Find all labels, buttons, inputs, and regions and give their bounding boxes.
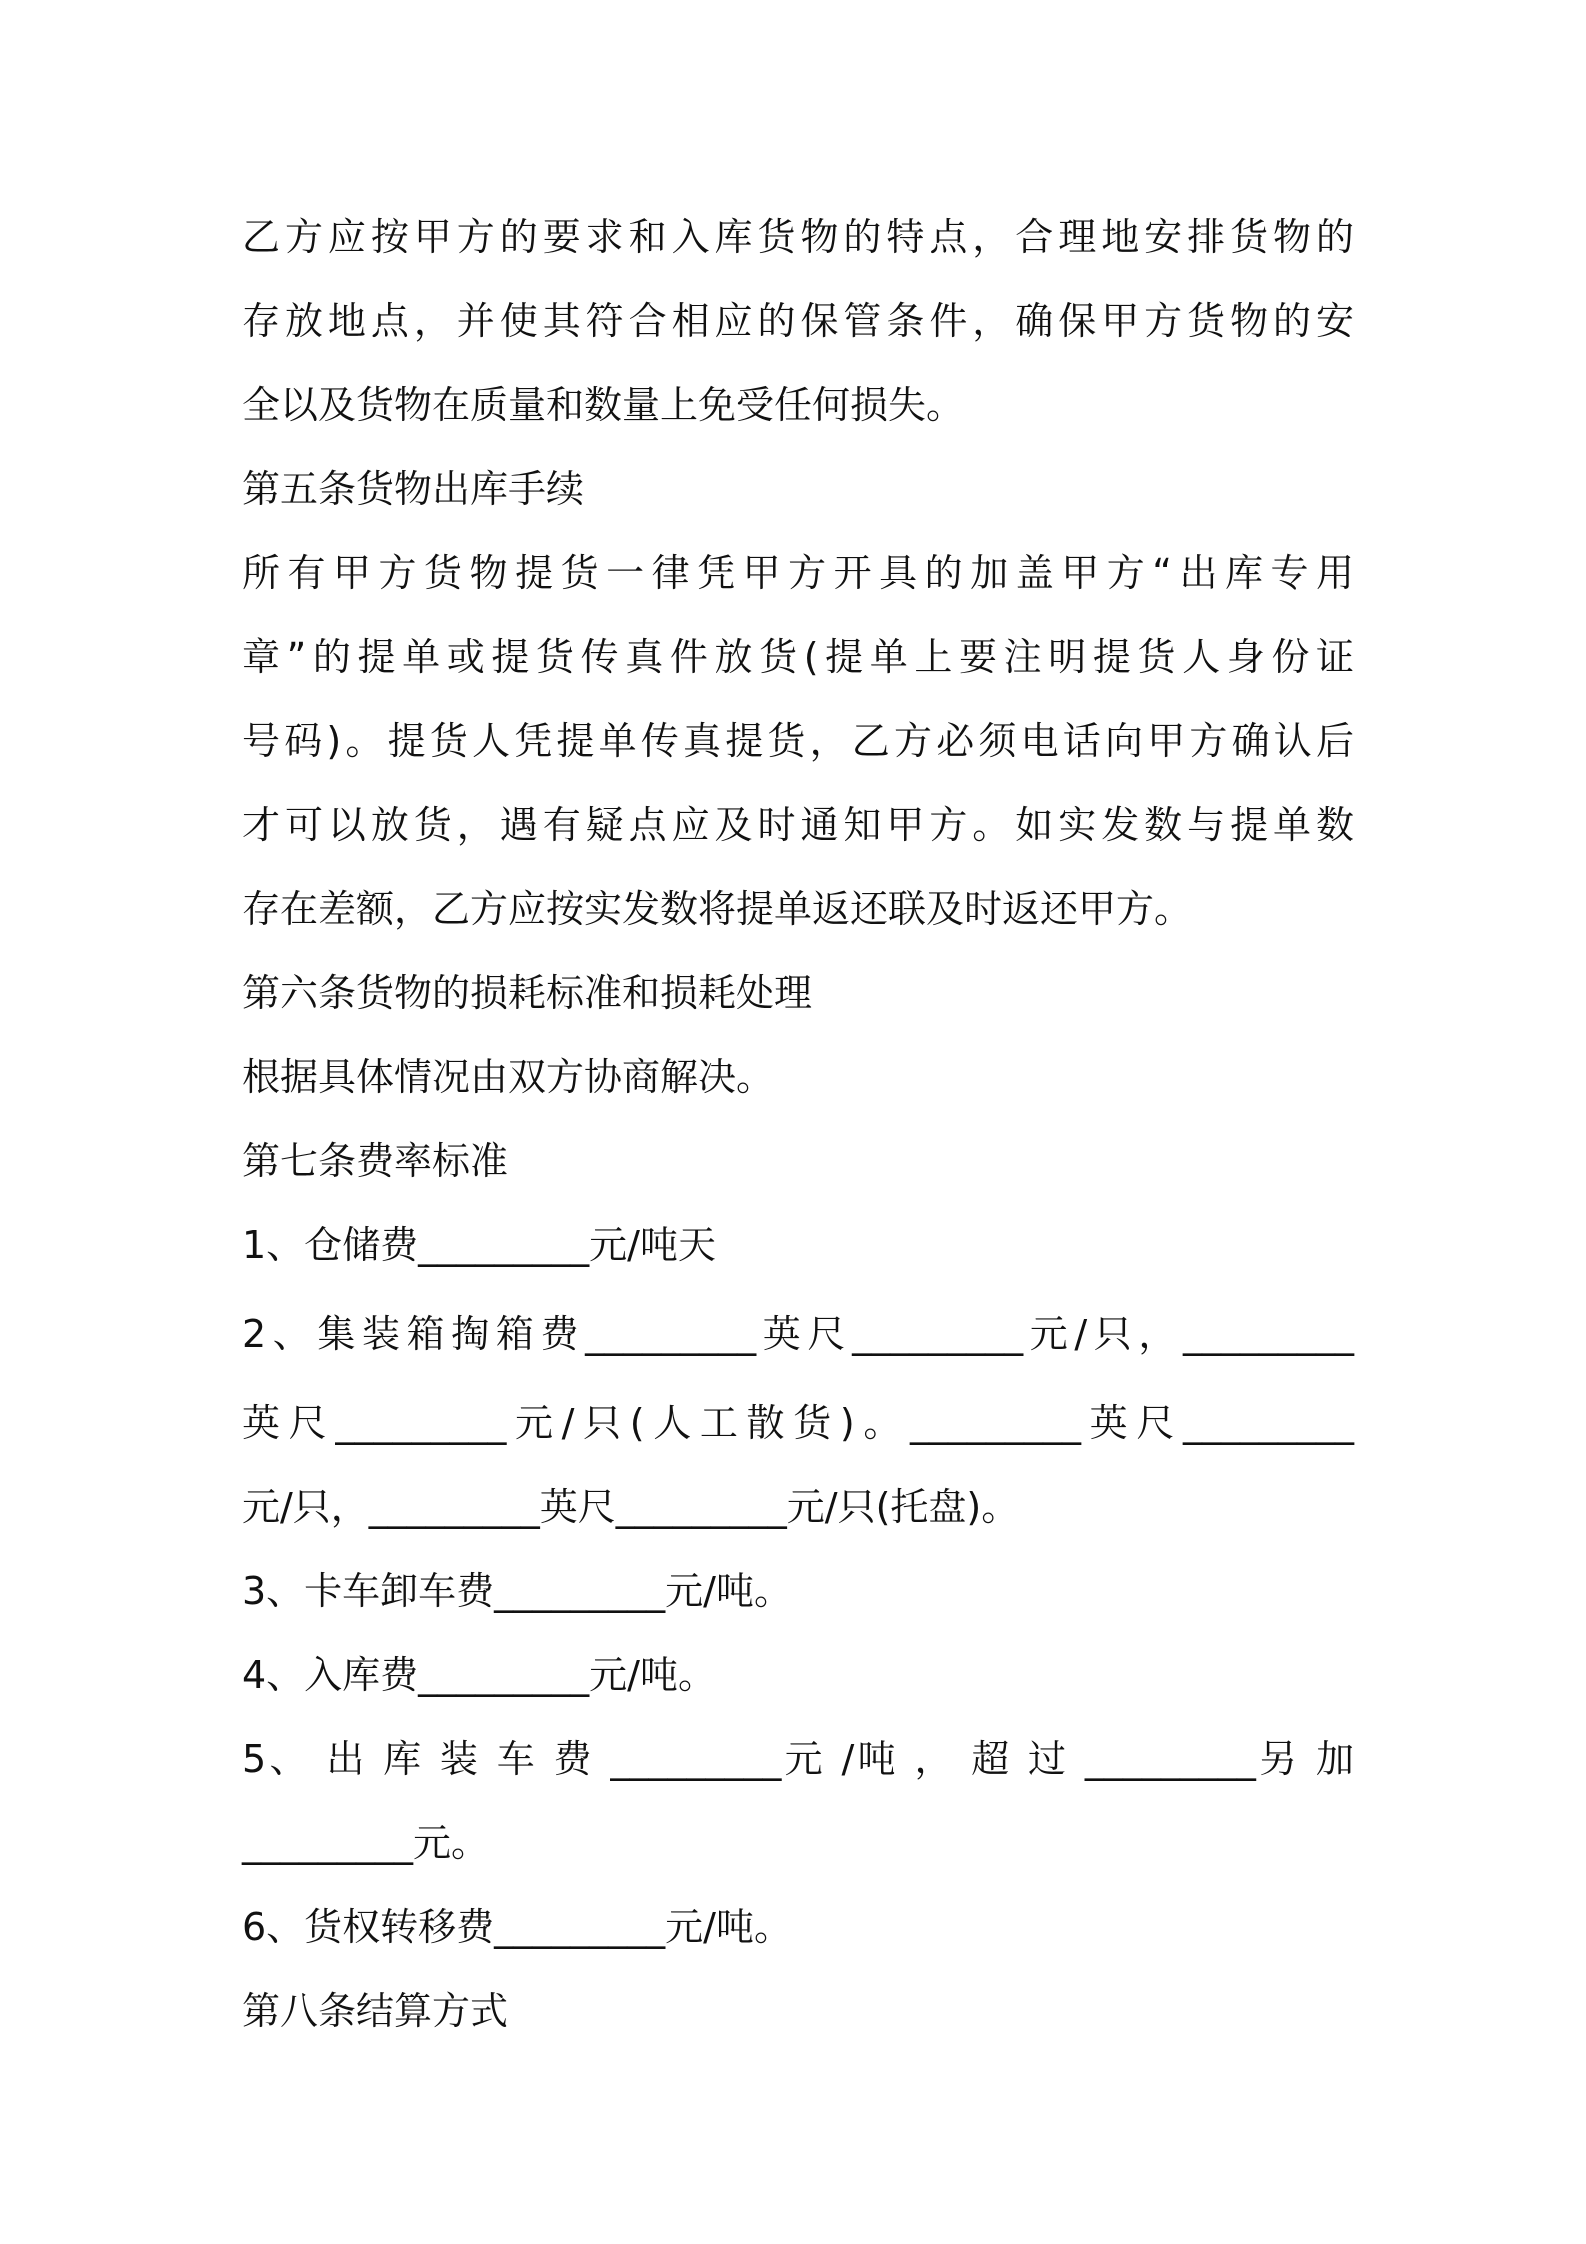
- paragraph-line: 存在差额，乙方应按实发数将提单返还联及时返还甲方。: [242, 887, 1193, 931]
- section-heading-5: 第五条货物出库手续: [242, 467, 585, 511]
- document-body: [242, 195, 1354, 2053]
- paragraph-line: 乙方应按甲方的要求和入库货物的特点，合理地安排货物的: [242, 215, 1354, 259]
- fee-item-1: 1、仓储费_________元/吨天: [242, 1223, 716, 1267]
- fee-item-6: 6、货权转移费_________元/吨。: [242, 1905, 792, 1949]
- paragraph-line: 章”的提单或提货传真件放货(提单上要注明提货人身份证: [242, 635, 1354, 679]
- paragraph-line: 全以及货物在质量和数量上免受任何损失。: [242, 383, 965, 427]
- fee-item-2-cont: 英尺_________元/只(人工散货)。_________英尺_________: [242, 1401, 1354, 1445]
- paragraph-line: 所有甲方货物提货一律凭甲方开具的加盖甲方“出库专用: [242, 551, 1354, 595]
- fee-item-5: 5、 出 库 装 车 费 _________元 /吨 ， 超 过 _________另 加: [242, 1737, 1354, 1781]
- section-heading-8: 第八条结算方式: [242, 1989, 509, 2033]
- section-heading-7: 第七条费率标准: [242, 1139, 509, 1183]
- fee-item-2: 2、集装箱掏箱费_________英尺_________元/只，_________: [242, 1312, 1354, 1356]
- fee-item-2-cont: 元/只，_________英尺_________元/只(托盘)。: [242, 1485, 1020, 1529]
- section-heading-6: 第六条货物的损耗标准和损耗处理: [242, 971, 813, 1015]
- fee-item-4: 4、入库费_________元/吨。: [242, 1653, 716, 1697]
- paragraph-line: 根据具体情况由双方协商解决。: [242, 1055, 775, 1099]
- paragraph-line: 才可以放货，遇有疑点应及时通知甲方。如实发数与提单数: [242, 803, 1354, 847]
- fee-item-3: 3、卡车卸车费_________元/吨。: [242, 1569, 792, 1613]
- paragraph-line: 号码)。提货人凭提单传真提货，乙方必须电话向甲方确认后: [242, 719, 1354, 763]
- paragraph-line: 存放地点，并使其符合相应的保管条件，确保甲方货物的安: [242, 299, 1354, 343]
- fee-item-5-cont: _________元。: [242, 1821, 490, 1865]
